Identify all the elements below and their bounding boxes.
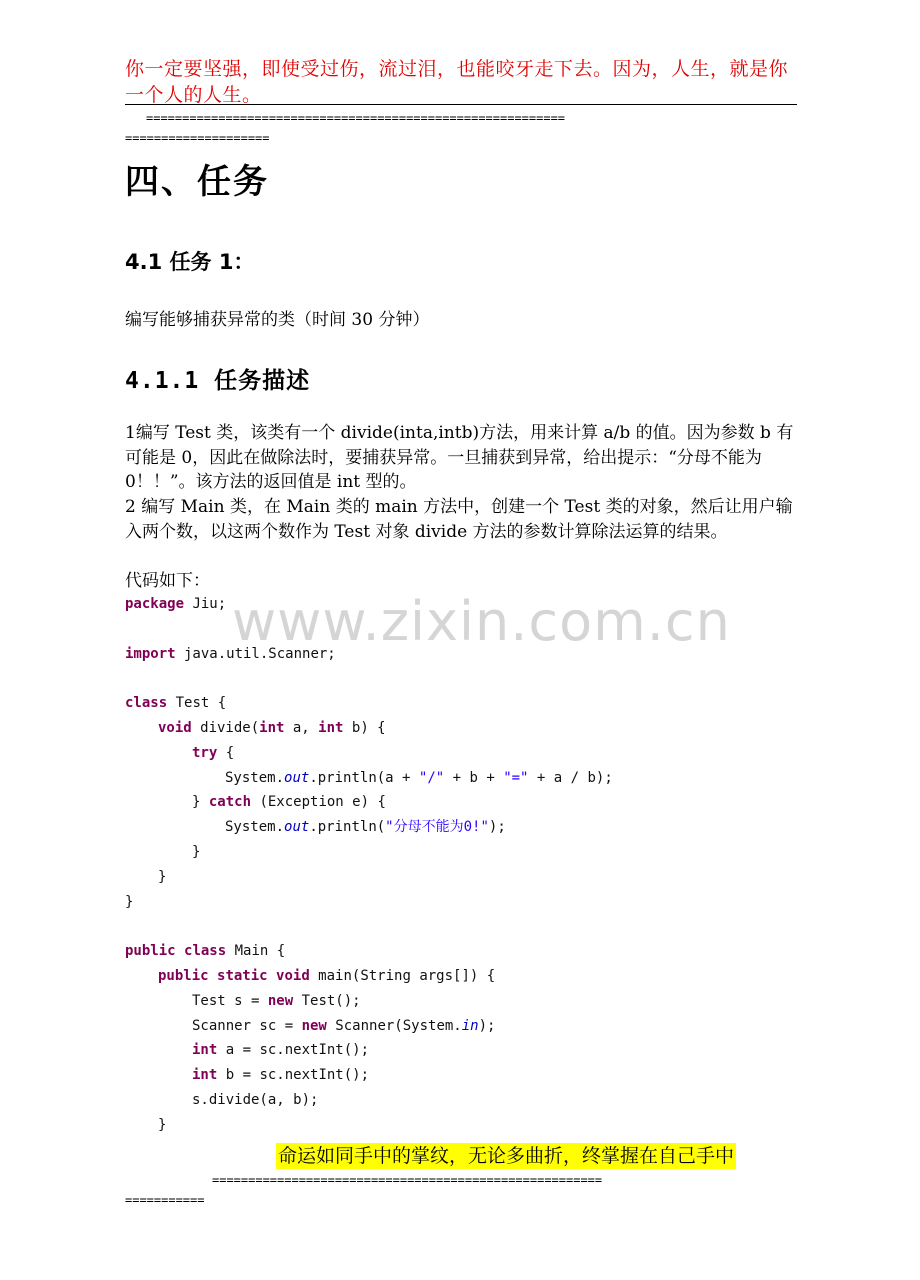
code-text: } [158, 868, 167, 885]
subsection-title: 4.1.1 任务描述 [125, 368, 311, 394]
code-text: { [217, 744, 235, 761]
code-text: System. [225, 819, 285, 836]
header-separator-line-1: ========================================================== [146, 111, 566, 125]
code-text: a, [284, 719, 319, 736]
code-string: "/" [418, 769, 445, 786]
watermark: www.zixin.com.cn [232, 590, 731, 653]
description-para-1: 1编写 Test 类，该类有一个 divide(inta,intb)方法，用来计算 a/b 的值。因为参数 b 有可能是 0，因此在做除法时，要捕获异常。一旦捕获到异常，给出提示：“分母不能为 0！！”。该方法的返回值是 int 型的。 [125, 423, 794, 492]
code-line [125, 716, 805, 741]
header-rule [125, 104, 797, 105]
code-text: divide( [191, 719, 260, 736]
code-text: } [125, 893, 134, 910]
task-title: 4.1 任务 1： [125, 250, 255, 274]
code-line [125, 865, 805, 890]
code-line [125, 642, 805, 667]
code-text [268, 968, 276, 984]
code-line [125, 815, 805, 840]
code-text: } [192, 794, 209, 811]
code-keyword: try [192, 744, 218, 761]
code-text: } [158, 1116, 167, 1133]
code-keyword: static [217, 967, 268, 984]
code-field: out [284, 769, 310, 786]
code-text [176, 943, 184, 959]
code-text [209, 968, 217, 984]
code-text: .println(a + [309, 769, 419, 786]
code-line [125, 1063, 805, 1088]
code-line [125, 989, 805, 1014]
code-keyword: class [184, 943, 227, 960]
code-blank-line [125, 617, 805, 642]
code-text: b = sc.nextInt(); [217, 1067, 370, 1084]
code-line [125, 1038, 805, 1063]
code-keyword: public [158, 967, 209, 984]
code-keyword: int [192, 1067, 218, 1084]
code-line [125, 592, 805, 617]
code-text: b) { [343, 719, 386, 736]
code-text: Jiu; [184, 596, 227, 612]
code-text: System. [225, 769, 285, 786]
code-text: Test(); [293, 992, 361, 1009]
code-string: "=" [503, 769, 529, 786]
code-blank-line [125, 914, 805, 939]
code-field: in [461, 1017, 479, 1034]
header-quote: 你一定要坚强，即使受过伤，流过泪，也能咬牙走下去。因为，人生，就是你一个人的人生。 [125, 58, 789, 106]
task-intro: 编写能够捕获异常的类（时间 30 分钟） [125, 310, 430, 330]
code-line [125, 741, 805, 766]
code-text: Main { [226, 943, 286, 960]
header-separator-line-2: ==================== [125, 131, 270, 145]
code-text: java.util.Scanner; [175, 645, 336, 662]
code-line [125, 840, 805, 865]
code-keyword: class [125, 695, 168, 712]
description-para-2: 2 编写 Main 类，在 Main 类的 main 方法中，创建一个 Test 类的对象，然后让用户输入两个数，以这两个数作为 Test 对象 divide 方法的参数计算除法运算的结果。 [125, 497, 793, 542]
code-keyword: int [192, 1042, 218, 1059]
code-text: Test { [167, 695, 227, 712]
code-text: main(String args[]) { [309, 967, 496, 984]
code-text: Scanner(System. [326, 1017, 462, 1034]
code-intro: 代码如下： [125, 571, 210, 591]
code-string: "分母不能为0!" [385, 819, 489, 836]
code-text: .println( [309, 819, 386, 836]
code-line [125, 1014, 805, 1039]
code-keyword: new [267, 992, 294, 1009]
footer-separator-line-2: =========== [125, 1193, 205, 1207]
footer-separator-line-1: ====================================================== [212, 1173, 603, 1187]
code-text: Scanner sc = [192, 1017, 302, 1034]
footer-quote: 命运如同手中的掌纹，无论多曲折，终掌握在自己手中 [278, 1145, 735, 1167]
code-keyword: int [318, 719, 344, 736]
code-line [125, 964, 805, 989]
code-line [125, 691, 805, 716]
code-line [125, 790, 805, 815]
code-keyword: import [125, 645, 176, 662]
code-block [125, 592, 805, 1138]
code-text: s.divide(a, b); [192, 1091, 319, 1108]
code-text: a = sc.nextInt(); [217, 1042, 370, 1059]
code-line [125, 1113, 805, 1138]
code-line [125, 766, 805, 791]
code-line [125, 1088, 805, 1113]
code-text: ); [488, 819, 506, 836]
code-keyword: new [301, 1017, 327, 1034]
code-keyword: package [125, 596, 185, 612]
code-blank-line [125, 666, 805, 691]
section-title: 四、任务 [125, 162, 269, 202]
code-text: } [192, 843, 201, 860]
code-keyword: catch [208, 794, 252, 811]
code-text: + b + [444, 769, 504, 786]
code-text: ); [478, 1017, 496, 1034]
code-text: Test s = [192, 992, 268, 1009]
code-keyword: public [125, 943, 176, 960]
code-keyword: int [259, 719, 285, 736]
code-keyword: void [276, 967, 310, 984]
code-text: (Exception e) { [251, 794, 386, 811]
code-line [125, 890, 805, 915]
code-text: + a / b); [528, 769, 613, 786]
code-line [125, 939, 805, 964]
code-keyword: void [158, 719, 192, 736]
code-field: out [284, 819, 310, 836]
